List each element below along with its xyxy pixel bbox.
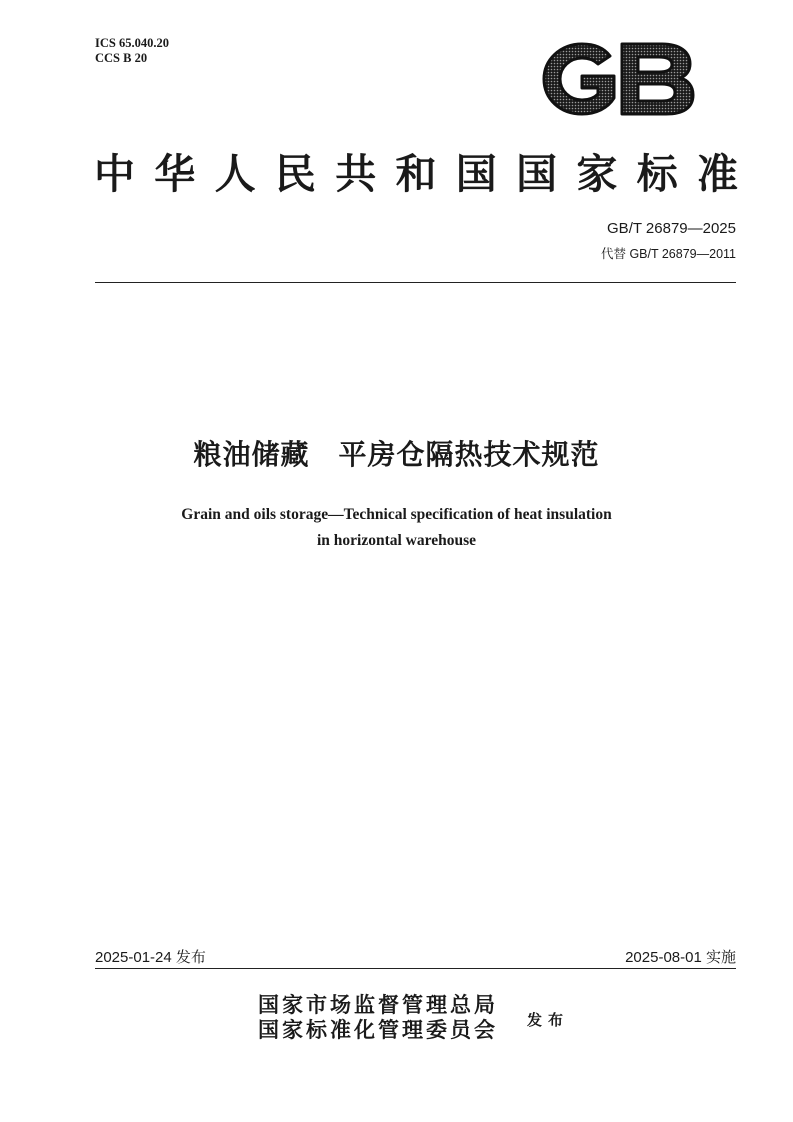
replaces-standard: 代替 GB/T 26879—2011 xyxy=(600,247,736,261)
footer-divider xyxy=(95,968,736,969)
standard-number xyxy=(607,220,736,237)
ccs-code: CCS B 20 xyxy=(95,51,148,65)
implementation-date: 2025-08-01 实施 xyxy=(625,949,736,966)
issuer-sac: 国家标准化管理委员会 xyxy=(258,1018,498,1042)
chinese-title: 粮油储藏 平房仓隔热技术规范 xyxy=(193,439,600,470)
english-title xyxy=(0,502,793,554)
ics-code: ICS 65.040.20 xyxy=(95,36,169,50)
english-title-line-2: in horizontal warehouse xyxy=(316,532,477,549)
national-standard-title: 中华人民共和国国家标准 xyxy=(94,151,738,197)
classification-codes xyxy=(95,36,169,66)
gb-logo xyxy=(538,38,698,120)
header-divider xyxy=(95,282,736,283)
standard-number-text: GB/T 26879—2025 xyxy=(607,220,736,237)
issuer-samr: 国家市场监督管理总局 xyxy=(258,993,498,1017)
publish-label: 发布 xyxy=(527,1013,570,1029)
gb-logo-graphic xyxy=(538,38,698,120)
issuing-authorities xyxy=(258,993,498,1043)
english-title-line-1: Grain and oils storage—Technical specification of heat insulation xyxy=(181,506,612,523)
issue-date: 2025-01-24 发布 xyxy=(95,949,206,966)
